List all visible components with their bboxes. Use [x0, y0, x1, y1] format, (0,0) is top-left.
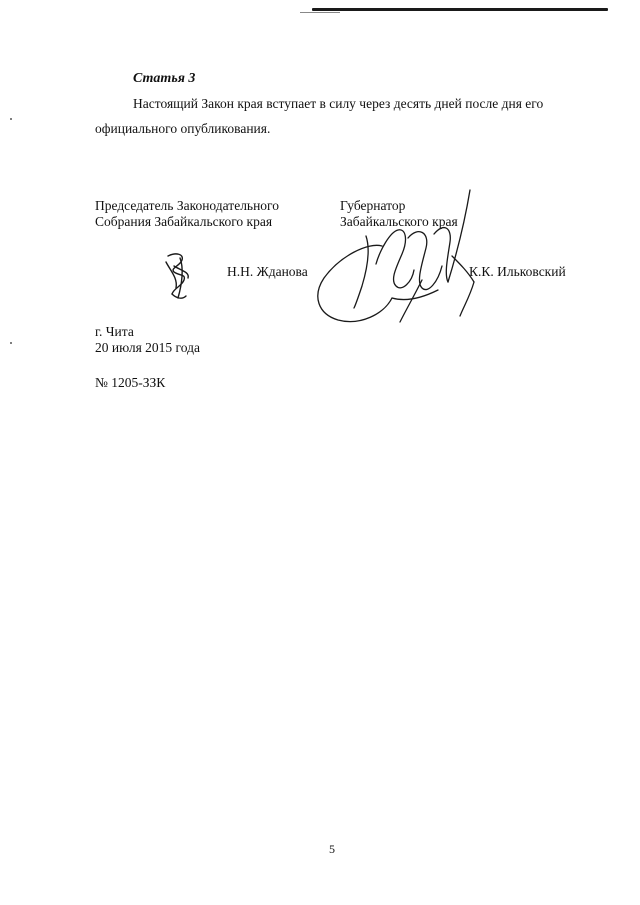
margin-mark — [10, 342, 12, 344]
article-body-line-2: официального опубликования. — [95, 121, 271, 136]
chairman-signature — [160, 248, 200, 304]
page-number: 5 — [329, 842, 335, 856]
law-number: № 1205-ЗЗК — [95, 375, 166, 390]
article-heading: Статья 3 — [133, 71, 196, 86]
chairman-title-line-1: Председатель Законодательного — [95, 198, 280, 213]
signing-date: 20 июля 2015 года — [95, 340, 200, 355]
chairman-title-line-2: Собрания Забайкальского края — [95, 214, 273, 229]
governor-title-line-1: Губернатор — [340, 198, 406, 213]
chairman-name: Н.Н. Жданова — [227, 264, 308, 279]
margin-mark — [10, 118, 12, 120]
governor-name: К.К. Ильковский — [469, 264, 566, 279]
place: г. Чита — [95, 324, 134, 339]
top-border-line-fade — [300, 12, 340, 13]
top-border-line — [312, 8, 608, 11]
governor-title-line-2: Забайкальского края — [340, 214, 458, 229]
governor-signature — [310, 186, 480, 336]
article-body-line-1: Настоящий Закон края вступает в силу через десять дней после дня его — [133, 96, 544, 111]
